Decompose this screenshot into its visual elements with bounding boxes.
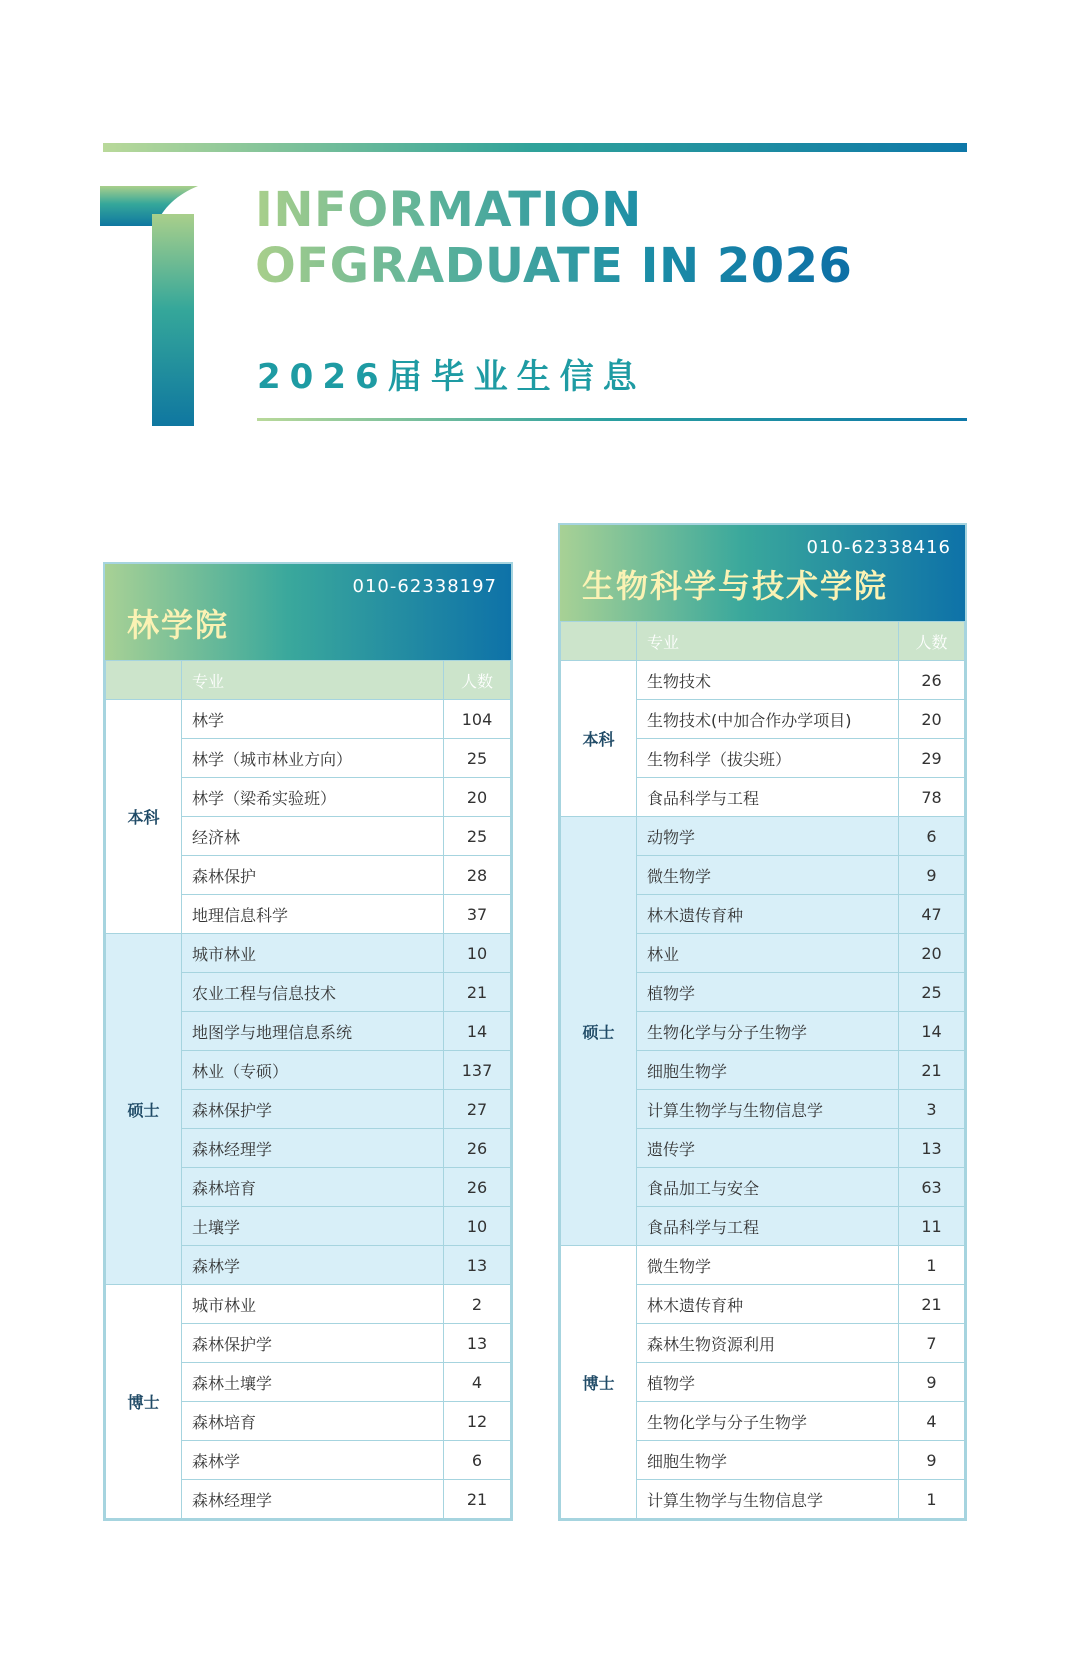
major-cell: 森林培育 [182, 1168, 444, 1207]
count-cell: 137 [444, 1051, 511, 1090]
bio-table [560, 621, 965, 1519]
major-cell: 林学（城市林业方向） [182, 739, 444, 778]
chinese-title: 2026届毕业生信息 [257, 357, 646, 397]
major-cell: 城市林业 [182, 934, 444, 973]
major-cell: 食品科学与工程 [637, 1207, 899, 1246]
major-cell: 细胞生物学 [637, 1051, 899, 1090]
english-title-line2: OFGRADUATE IN 2026 [255, 238, 853, 294]
degree-level-cell: 硕士 [106, 934, 182, 1285]
count-cell: 3 [899, 1090, 965, 1129]
forestry-college-name: 林学院 [127, 606, 230, 644]
major-cell: 生物科学（拔尖班） [637, 739, 899, 778]
major-cell: 生物化学与分子生物学 [637, 1402, 899, 1441]
count-cell: 37 [444, 895, 511, 934]
major-cell: 生物技术(中加合作办学项目) [637, 700, 899, 739]
major-cell: 生物技术 [637, 661, 899, 700]
count-cell: 10 [444, 1207, 511, 1246]
count-cell: 6 [899, 817, 965, 856]
count-cell: 21 [899, 1051, 965, 1090]
major-cell: 林学 [182, 700, 444, 739]
level-column-header [106, 661, 182, 700]
table-header-row [106, 661, 511, 700]
count-cell: 1 [899, 1246, 965, 1285]
count-cell: 29 [899, 739, 965, 778]
count-cell: 4 [899, 1402, 965, 1441]
english-title-line1: INFORMATION [255, 182, 642, 238]
major-cell: 森林学 [182, 1441, 444, 1480]
major-cell: 林业 [637, 934, 899, 973]
major-cell: 遗传学 [637, 1129, 899, 1168]
count-cell: 27 [444, 1090, 511, 1129]
count-cell: 25 [444, 739, 511, 778]
major-cell: 森林培育 [182, 1402, 444, 1441]
major-cell: 生物化学与分子生物学 [637, 1012, 899, 1051]
bio-phone: 010-62338416 [806, 537, 951, 558]
count-cell: 6 [444, 1441, 511, 1480]
top-accent-bar [103, 143, 967, 152]
count-cell: 12 [444, 1402, 511, 1441]
count-cell: 21 [899, 1285, 965, 1324]
major-cell: 动物学 [637, 817, 899, 856]
count-cell: 11 [899, 1207, 965, 1246]
forestry-college-panel [103, 562, 513, 1521]
major-cell: 微生物学 [637, 1246, 899, 1285]
degree-level-cell: 博士 [106, 1285, 182, 1519]
number-one-graphic [100, 186, 202, 426]
english-title [255, 182, 852, 294]
level-column-header [561, 622, 637, 661]
count-cell: 47 [899, 895, 965, 934]
count-cell: 78 [899, 778, 965, 817]
count-cell: 26 [444, 1168, 511, 1207]
bio-college-panel [558, 523, 967, 1521]
major-cell: 植物学 [637, 1363, 899, 1402]
major-column-header: 专业 [637, 622, 899, 661]
major-cell: 食品加工与安全 [637, 1168, 899, 1207]
major-cell: 经济林 [182, 817, 444, 856]
major-cell: 森林土壤学 [182, 1363, 444, 1402]
table-row [561, 661, 965, 700]
forestry-phone: 010-62338197 [352, 576, 497, 597]
count-cell: 25 [444, 817, 511, 856]
count-cell: 1 [899, 1480, 965, 1519]
count-cell: 13 [899, 1129, 965, 1168]
major-cell: 植物学 [637, 973, 899, 1012]
major-cell: 林木遗传育种 [637, 895, 899, 934]
count-cell: 9 [899, 1441, 965, 1480]
count-cell: 10 [444, 934, 511, 973]
table-row [561, 817, 965, 856]
major-column-header: 专业 [182, 661, 444, 700]
table-row [106, 1285, 511, 1324]
count-cell: 20 [899, 934, 965, 973]
table-row [561, 1246, 965, 1285]
count-cell: 4 [444, 1363, 511, 1402]
major-cell: 微生物学 [637, 856, 899, 895]
count-cell: 26 [444, 1129, 511, 1168]
major-cell: 林木遗传育种 [637, 1285, 899, 1324]
major-cell: 森林保护 [182, 856, 444, 895]
major-cell: 森林保护学 [182, 1324, 444, 1363]
count-cell: 26 [899, 661, 965, 700]
major-cell: 森林保护学 [182, 1090, 444, 1129]
table-row [106, 700, 511, 739]
count-cell: 104 [444, 700, 511, 739]
count-cell: 63 [899, 1168, 965, 1207]
major-cell: 森林经理学 [182, 1480, 444, 1519]
count-cell: 7 [899, 1324, 965, 1363]
count-cell: 25 [899, 973, 965, 1012]
major-cell: 城市林业 [182, 1285, 444, 1324]
major-cell: 森林学 [182, 1246, 444, 1285]
degree-level-cell: 硕士 [561, 817, 637, 1246]
major-cell: 土壤学 [182, 1207, 444, 1246]
major-cell: 农业工程与信息技术 [182, 973, 444, 1012]
major-cell: 地理信息科学 [182, 895, 444, 934]
count-cell: 13 [444, 1324, 511, 1363]
major-cell: 食品科学与工程 [637, 778, 899, 817]
count-cell: 9 [899, 856, 965, 895]
count-cell: 9 [899, 1363, 965, 1402]
count-cell: 13 [444, 1246, 511, 1285]
table-header-row [561, 622, 965, 661]
degree-level-cell: 本科 [561, 661, 637, 817]
major-cell: 计算生物学与生物信息学 [637, 1090, 899, 1129]
count-cell: 20 [444, 778, 511, 817]
bio-college-header [560, 525, 965, 621]
major-cell: 细胞生物学 [637, 1441, 899, 1480]
bio-college-name: 生物科学与技术学院 [582, 567, 889, 605]
forestry-table [105, 660, 511, 1519]
count-cell: 28 [444, 856, 511, 895]
count-column-header: 人数 [899, 622, 965, 661]
table-row [106, 934, 511, 973]
count-cell: 20 [899, 700, 965, 739]
count-cell: 2 [444, 1285, 511, 1324]
major-cell: 计算生物学与生物信息学 [637, 1480, 899, 1519]
count-column-header: 人数 [444, 661, 511, 700]
forestry-college-header [105, 564, 511, 660]
degree-level-cell: 博士 [561, 1246, 637, 1519]
count-cell: 14 [444, 1012, 511, 1051]
major-cell: 森林经理学 [182, 1129, 444, 1168]
major-cell: 林学（梁希实验班） [182, 778, 444, 817]
major-cell: 林业（专硕） [182, 1051, 444, 1090]
major-cell: 森林生物资源利用 [637, 1324, 899, 1363]
major-cell: 地图学与地理信息系统 [182, 1012, 444, 1051]
count-cell: 21 [444, 1480, 511, 1519]
title-divider [257, 418, 967, 421]
count-cell: 21 [444, 973, 511, 1012]
degree-level-cell: 本科 [106, 700, 182, 934]
count-cell: 14 [899, 1012, 965, 1051]
